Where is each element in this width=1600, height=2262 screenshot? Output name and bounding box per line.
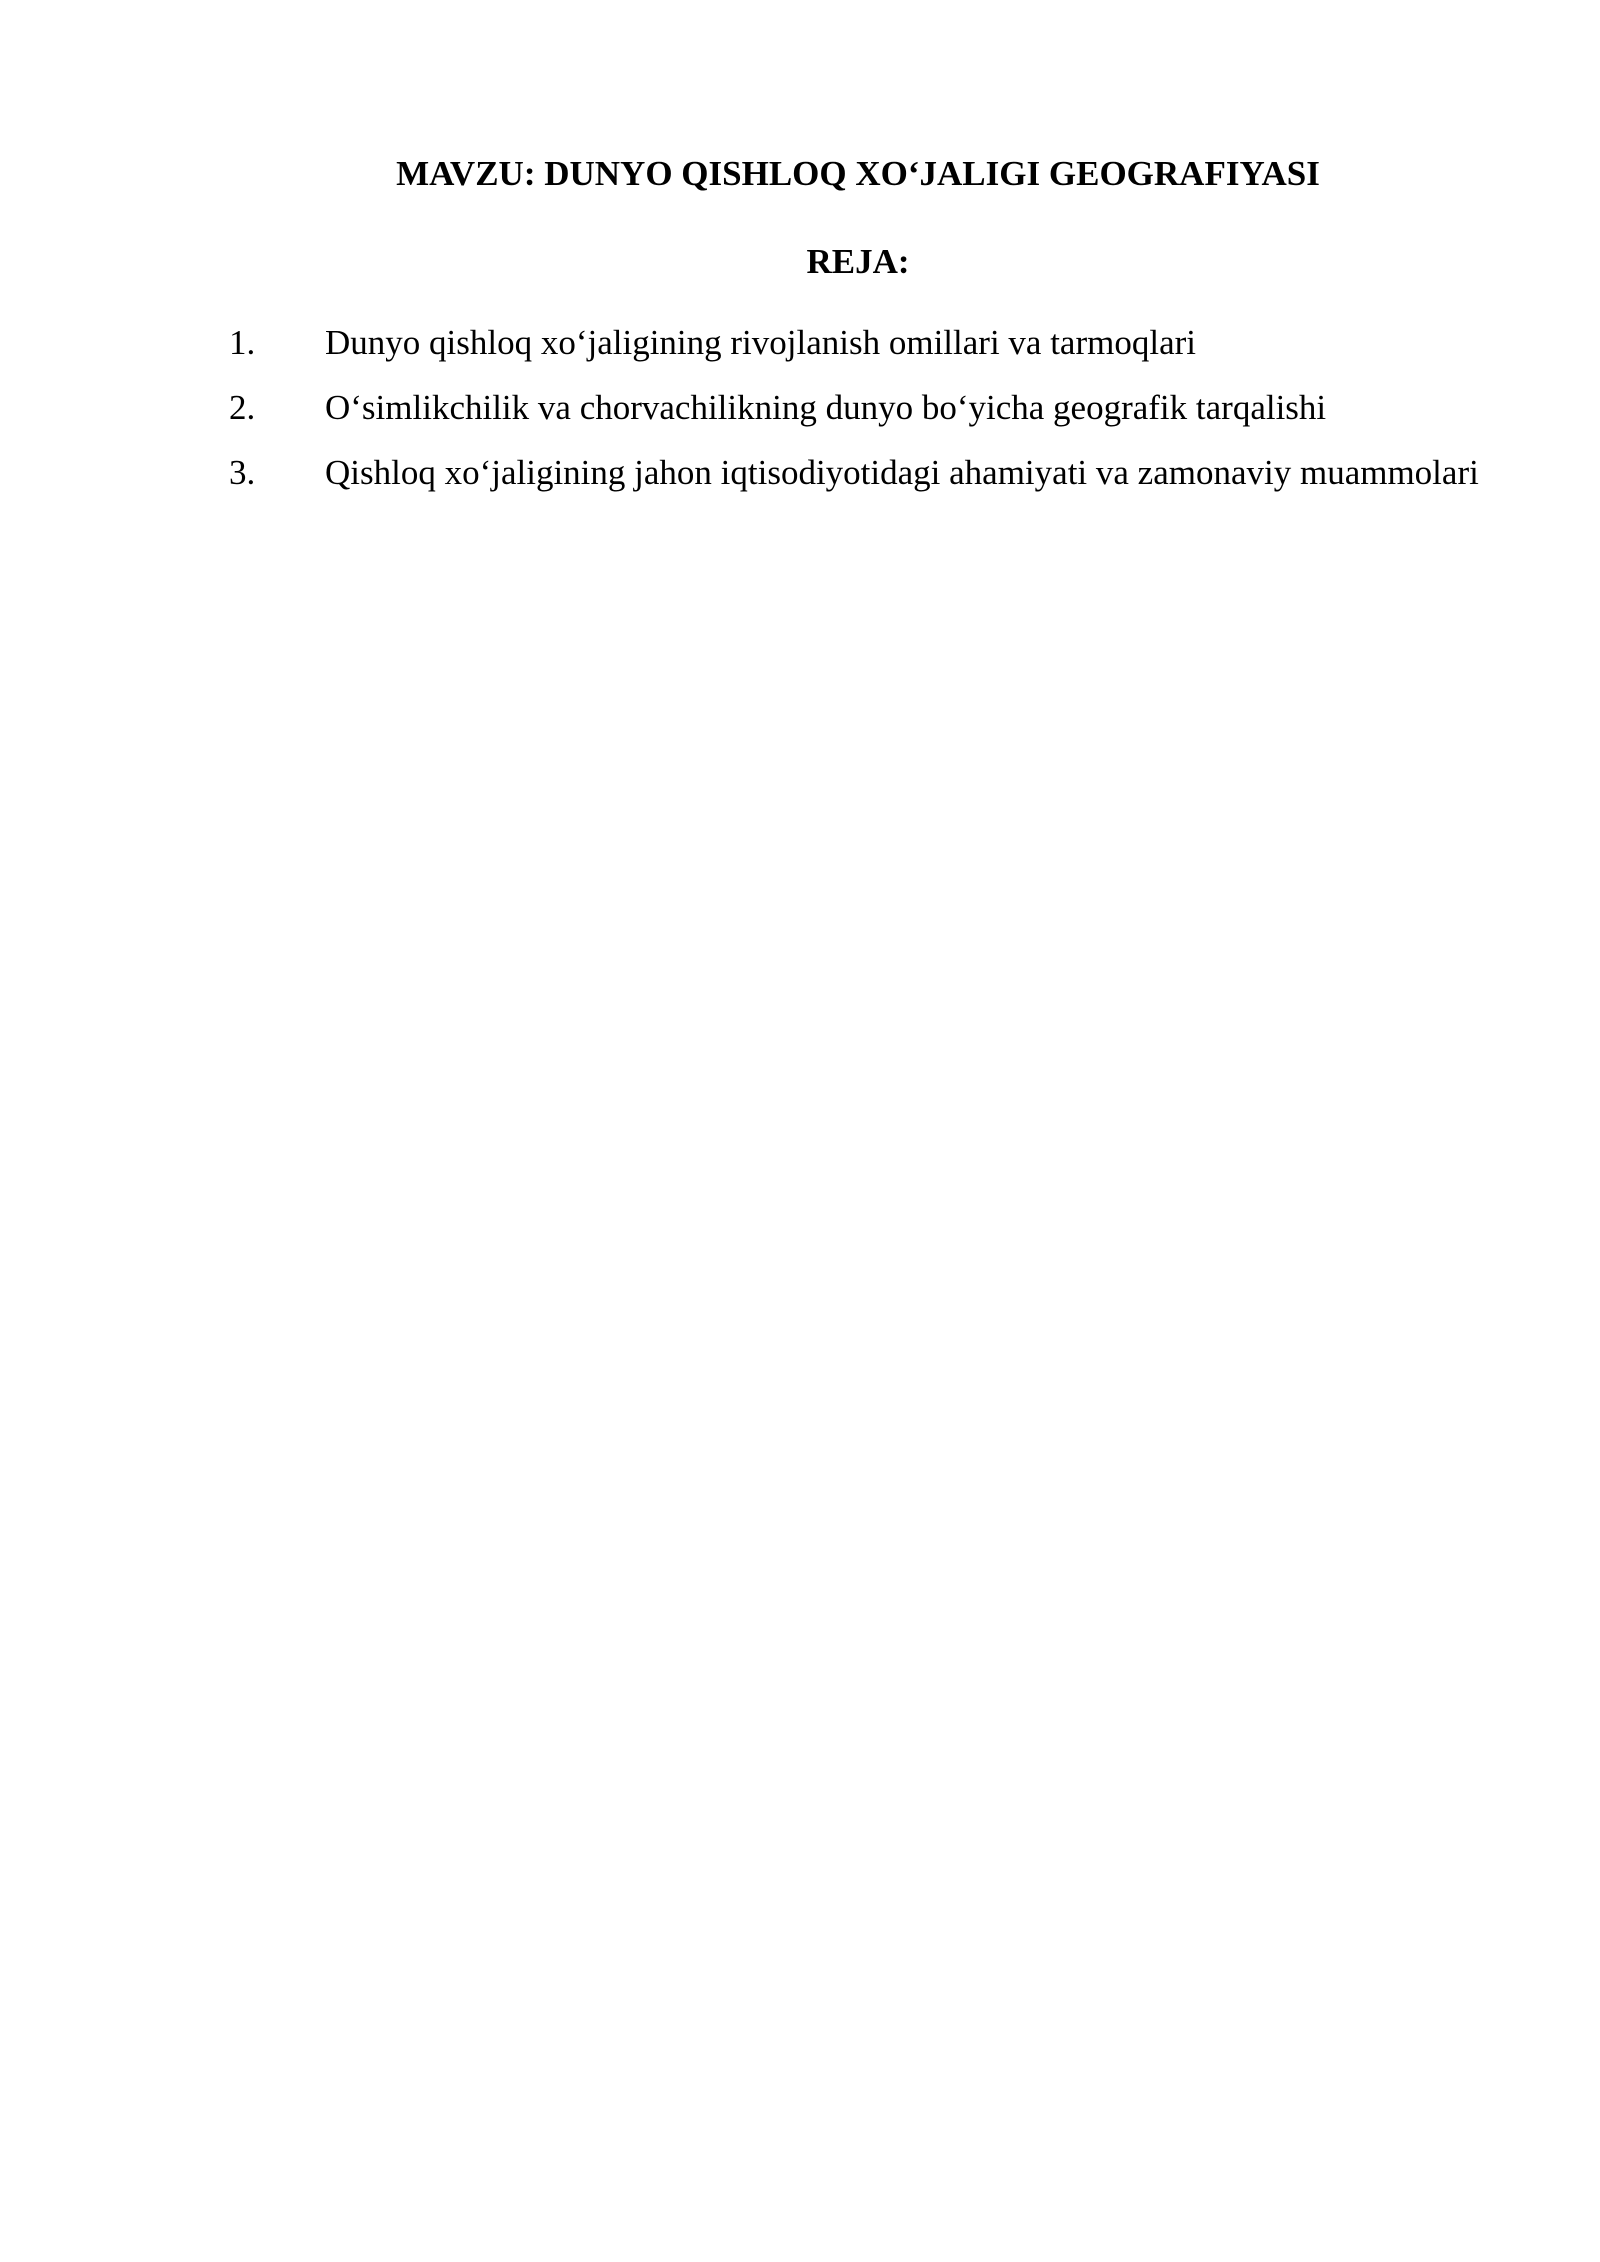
plan-item-number: 3.: [229, 453, 256, 492]
plan-item-number: 1.: [229, 323, 256, 362]
plan-item-text: Dunyo qishloq xo‘jaligining rivojlanish omillari va tarmoqlari: [325, 323, 1196, 362]
plan-item-3: [229, 440, 1487, 505]
plan-item-2: [229, 375, 1487, 440]
plan-item-text: O‘simlikchilik va chorvachilikning dunyo bo‘yicha geografik tarqalishi: [325, 388, 1327, 427]
plan-item-number: 2.: [229, 388, 256, 427]
document-body: [229, 140, 1487, 505]
plan-item-1: [229, 310, 1487, 375]
plan-list: [229, 310, 1487, 505]
document-title: MAVZU: DUNYO QISHLOQ XO‘JALIGI GEOGRAFIYASI: [396, 154, 1320, 193]
plan-heading: REJA:: [806, 242, 910, 281]
plan-item-text: Qishloq xo‘jaligining jahon iqtisodiyotidagi ahamiyati va zamonaviy muammolari: [325, 453, 1479, 492]
